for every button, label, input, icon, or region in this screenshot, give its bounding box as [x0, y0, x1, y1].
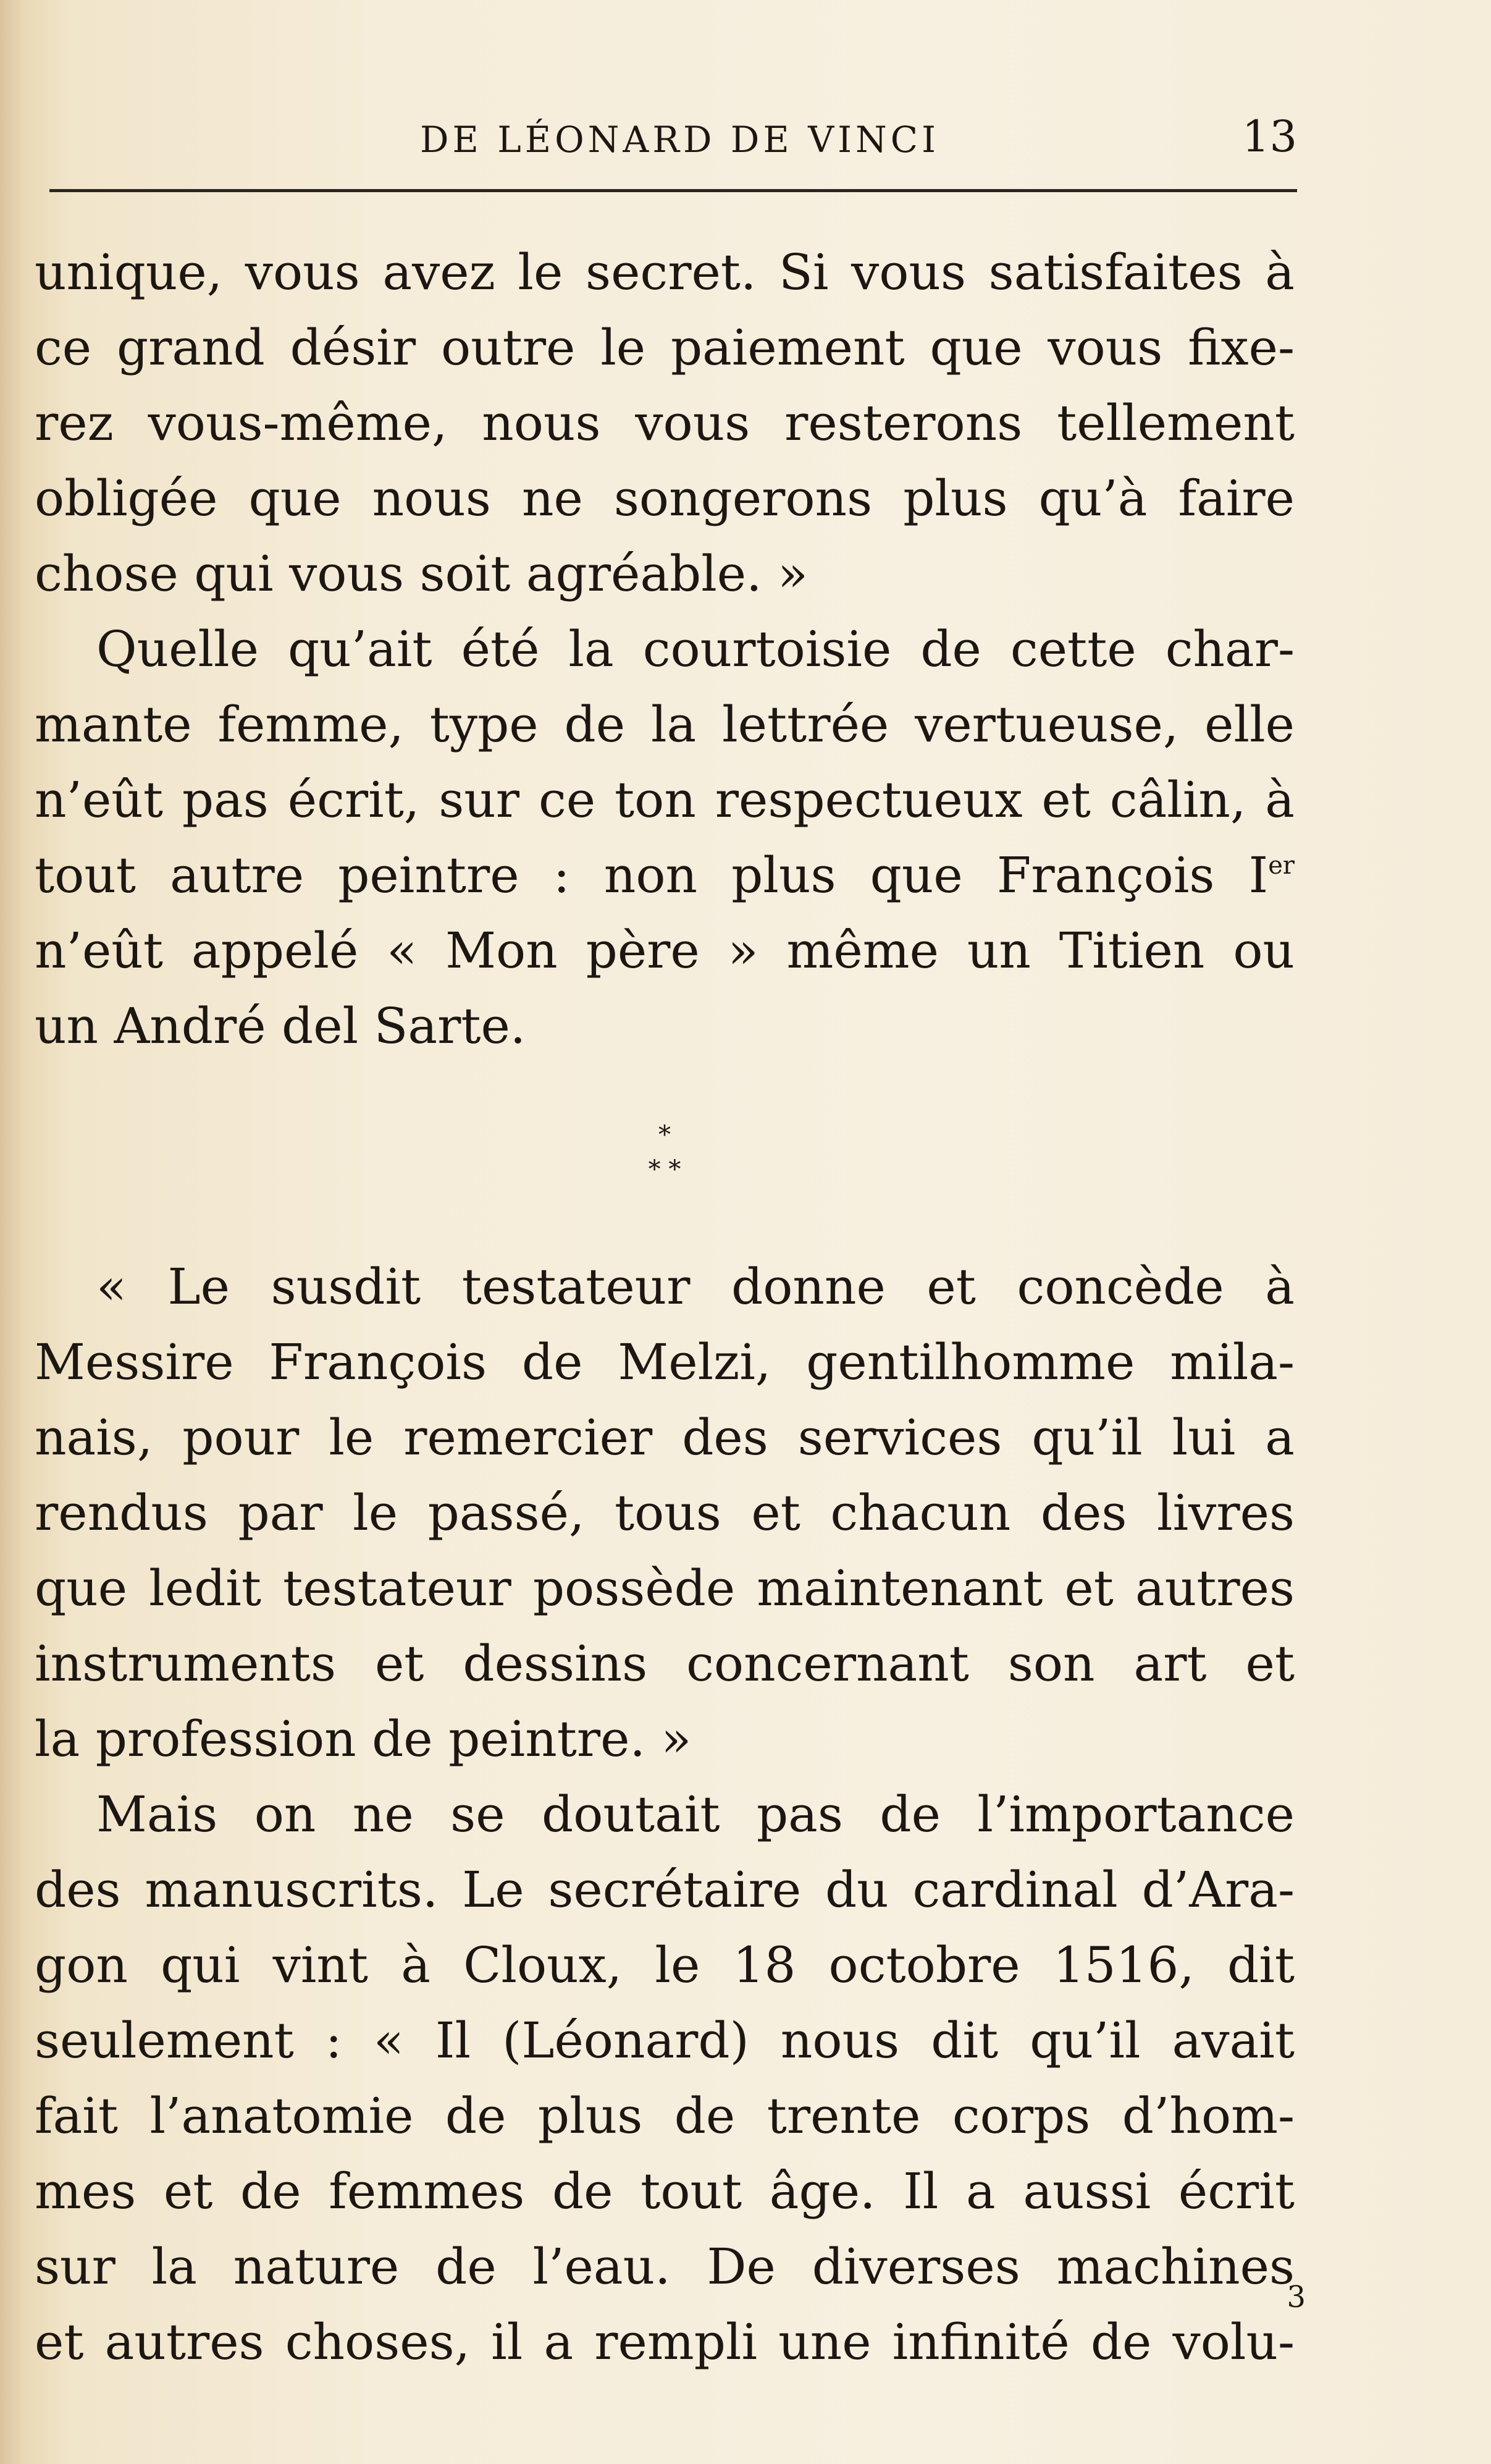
text-line: « Le susdit testateur donne et concède à [96, 1258, 1295, 1315]
text-line: ce grand désir outre le paiement que vous fixe- [35, 319, 1295, 376]
text-line-with-superscript [35, 838, 1295, 913]
text-line: mes et de femmes de tout âge. Il a aussi écrit [35, 2162, 1295, 2220]
body-text [35, 235, 1295, 2380]
page-number: 13 [1241, 111, 1297, 162]
text-line: mante femme, type de la lettrée vertueuse, elle [35, 696, 1295, 753]
paragraph-4 [35, 1777, 1295, 2380]
asterism-top: * [658, 1121, 671, 1149]
text-line: la profession de peintre. » [35, 1710, 692, 1768]
text-line: Quelle qu’ait été la courtoisie de cette char- [96, 620, 1295, 678]
running-title: DE LÉONARD DE VINCI [420, 119, 940, 161]
text-line: rez vous-même, nous vous resterons tellement [35, 394, 1295, 452]
asterism-divider [35, 1064, 1295, 1249]
text-line: que ledit testateur possède maintenant et autres [35, 1559, 1295, 1617]
text-line: gon qui vint à Cloux, le 18 octobre 1516, dit [35, 1936, 1295, 1994]
text-line: un André del Sarte. [35, 997, 526, 1055]
text-line: seulement : « Il (Léonard) nous dit qu’il avait [35, 2012, 1295, 2069]
paragraph-1 [35, 235, 1295, 612]
superscript: er [1268, 851, 1295, 880]
text-line: sur la nature de l’eau. De diverses machines [35, 2238, 1295, 2295]
text-line: Mais on ne se doutait pas de l’importance [96, 1786, 1295, 1843]
text-line: n’eût pas écrit, sur ce ton respectueux et câlin, à [35, 771, 1295, 829]
asterism-bottom: * * [648, 1155, 681, 1184]
text-line: Messire François de Melzi, gentilhomme mila- [35, 1333, 1295, 1391]
paragraph-3 [35, 1249, 1295, 1777]
header-rule [49, 189, 1297, 192]
text-line: des manuscrits. Le secrétaire du cardinal d’Ara- [35, 1861, 1295, 1918]
paragraph-2 [35, 612, 1295, 1064]
text-line-main: tout autre peintre : non plus que François I [35, 846, 1269, 904]
text-line: chose qui vous soit agréable. » [35, 545, 808, 602]
text-line: n’eût appelé « Mon père » même un Titien ou [35, 922, 1295, 979]
text-line: nais, pour le remercier des services qu’il lui a [35, 1409, 1295, 1466]
text-line: et autres choses, il a rempli une infinité de volu- [35, 2313, 1295, 2371]
text-line: fait l’anatomie de plus de trente corps d’hom- [35, 2087, 1295, 2145]
text-line: obligée que nous ne songerons plus qu’à faire [35, 470, 1295, 527]
signature-mark: 3 [1287, 2280, 1306, 2314]
text-line: rendus par le passé, tous et chacun des livres [35, 1484, 1295, 1542]
page-header [49, 111, 1297, 173]
text-line: unique, vous avez le secret. Si vous satisfaites à [35, 243, 1295, 301]
text-line: instruments et dessins concernant son art et [35, 1635, 1295, 1692]
